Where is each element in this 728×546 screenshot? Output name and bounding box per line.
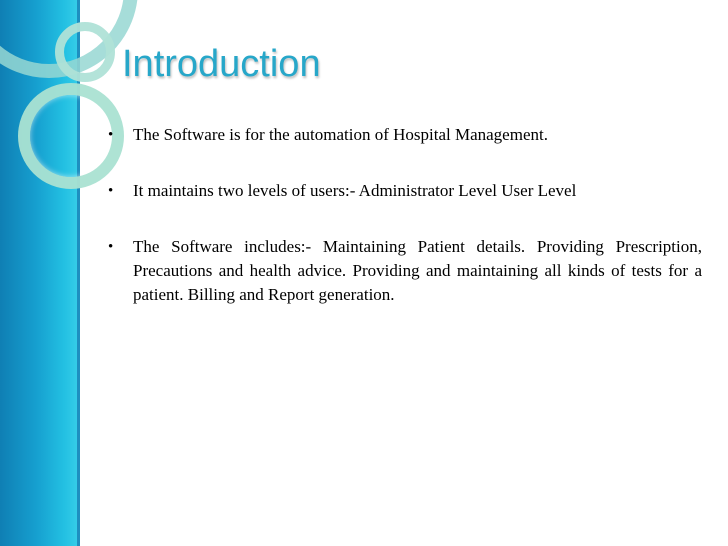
bullet-icon: • <box>108 183 114 199</box>
bullet-text: The Software includes:- Maintaining Patient details. Providing Prescription, Precautions and health advice. Providing and maintaining all kinds of tests for a patient. Billing and Report generation. <box>133 237 702 304</box>
bullet-item <box>108 179 702 203</box>
bullet-icon: • <box>108 239 114 255</box>
bullet-item <box>108 123 702 147</box>
bullet-icon: • <box>108 127 114 143</box>
decorative-side-band <box>0 0 80 546</box>
slide-title: Introduction <box>122 43 321 85</box>
bullet-text: The Software is for the automation of Hospital Management. <box>133 125 548 144</box>
decorative-ring-small <box>55 22 115 82</box>
bullet-item <box>108 235 702 307</box>
bullet-list <box>108 123 702 339</box>
bullet-text: It maintains two levels of users:- Administrator Level User Level <box>133 181 577 200</box>
